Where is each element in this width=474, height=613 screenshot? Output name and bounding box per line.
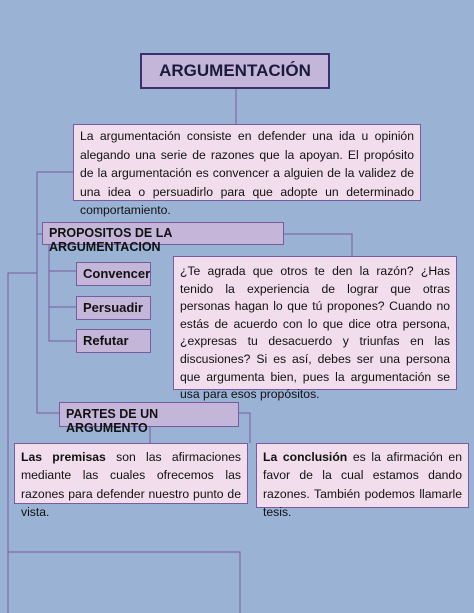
conclusion-text: es la afirmación en favor de la cual estamos dando razones. También podemos llamarle tesis.	[263, 450, 462, 520]
definition-box	[73, 124, 421, 217]
premises-term: Las premisas	[21, 450, 106, 464]
purposes-explanation-box	[173, 256, 457, 402]
definition-text: La argumentación consiste en defender una ida u opinión alegando una serie de razones que la apoyan. El propósito de la argumentación es convencer a alguien de la validez de una idea o persuadirlo para que adopte un determinado comportamiento.	[80, 129, 414, 217]
purpose-persuadir: Persuadir	[83, 300, 143, 315]
purposes-heading-box	[42, 222, 284, 254]
purpose-convencer-box	[76, 262, 151, 286]
purposes-heading: PROPOSITOS DE LA ARGUMENTACION	[49, 226, 172, 254]
title-box	[140, 53, 330, 89]
conclusion-term: La conclusión	[263, 450, 348, 464]
purposes-explanation: ¿Te agrada que otros te den la razón? ¿Has tenido la experiencia de lograr que otras personas hagan lo que tú propones? Cuando no estás de acuerdo con lo que dice otra persona, ¿expresas tu desacuerdo y triunfas en las discusiones? Si es así, debes ser una persona que argumenta bien, pues la argumentación se usa para esos propósitos.	[180, 264, 450, 402]
parts-heading-box	[59, 402, 239, 435]
conclusion-box	[256, 443, 469, 520]
premises-text: son las afirmaciones mediante las cuales ofrecemos las razones para defender nuestro punto de vista.	[21, 450, 241, 520]
purpose-convencer: Convencer	[83, 266, 151, 281]
parts-heading: PARTES DE UN ARGUMENTO	[66, 407, 159, 435]
premises-box	[14, 443, 248, 520]
purpose-refutar: Refutar	[83, 333, 129, 348]
title-text: ARGUMENTACIÓN	[159, 61, 311, 80]
purpose-persuadir-box	[76, 296, 151, 320]
purpose-refutar-box	[76, 329, 151, 353]
